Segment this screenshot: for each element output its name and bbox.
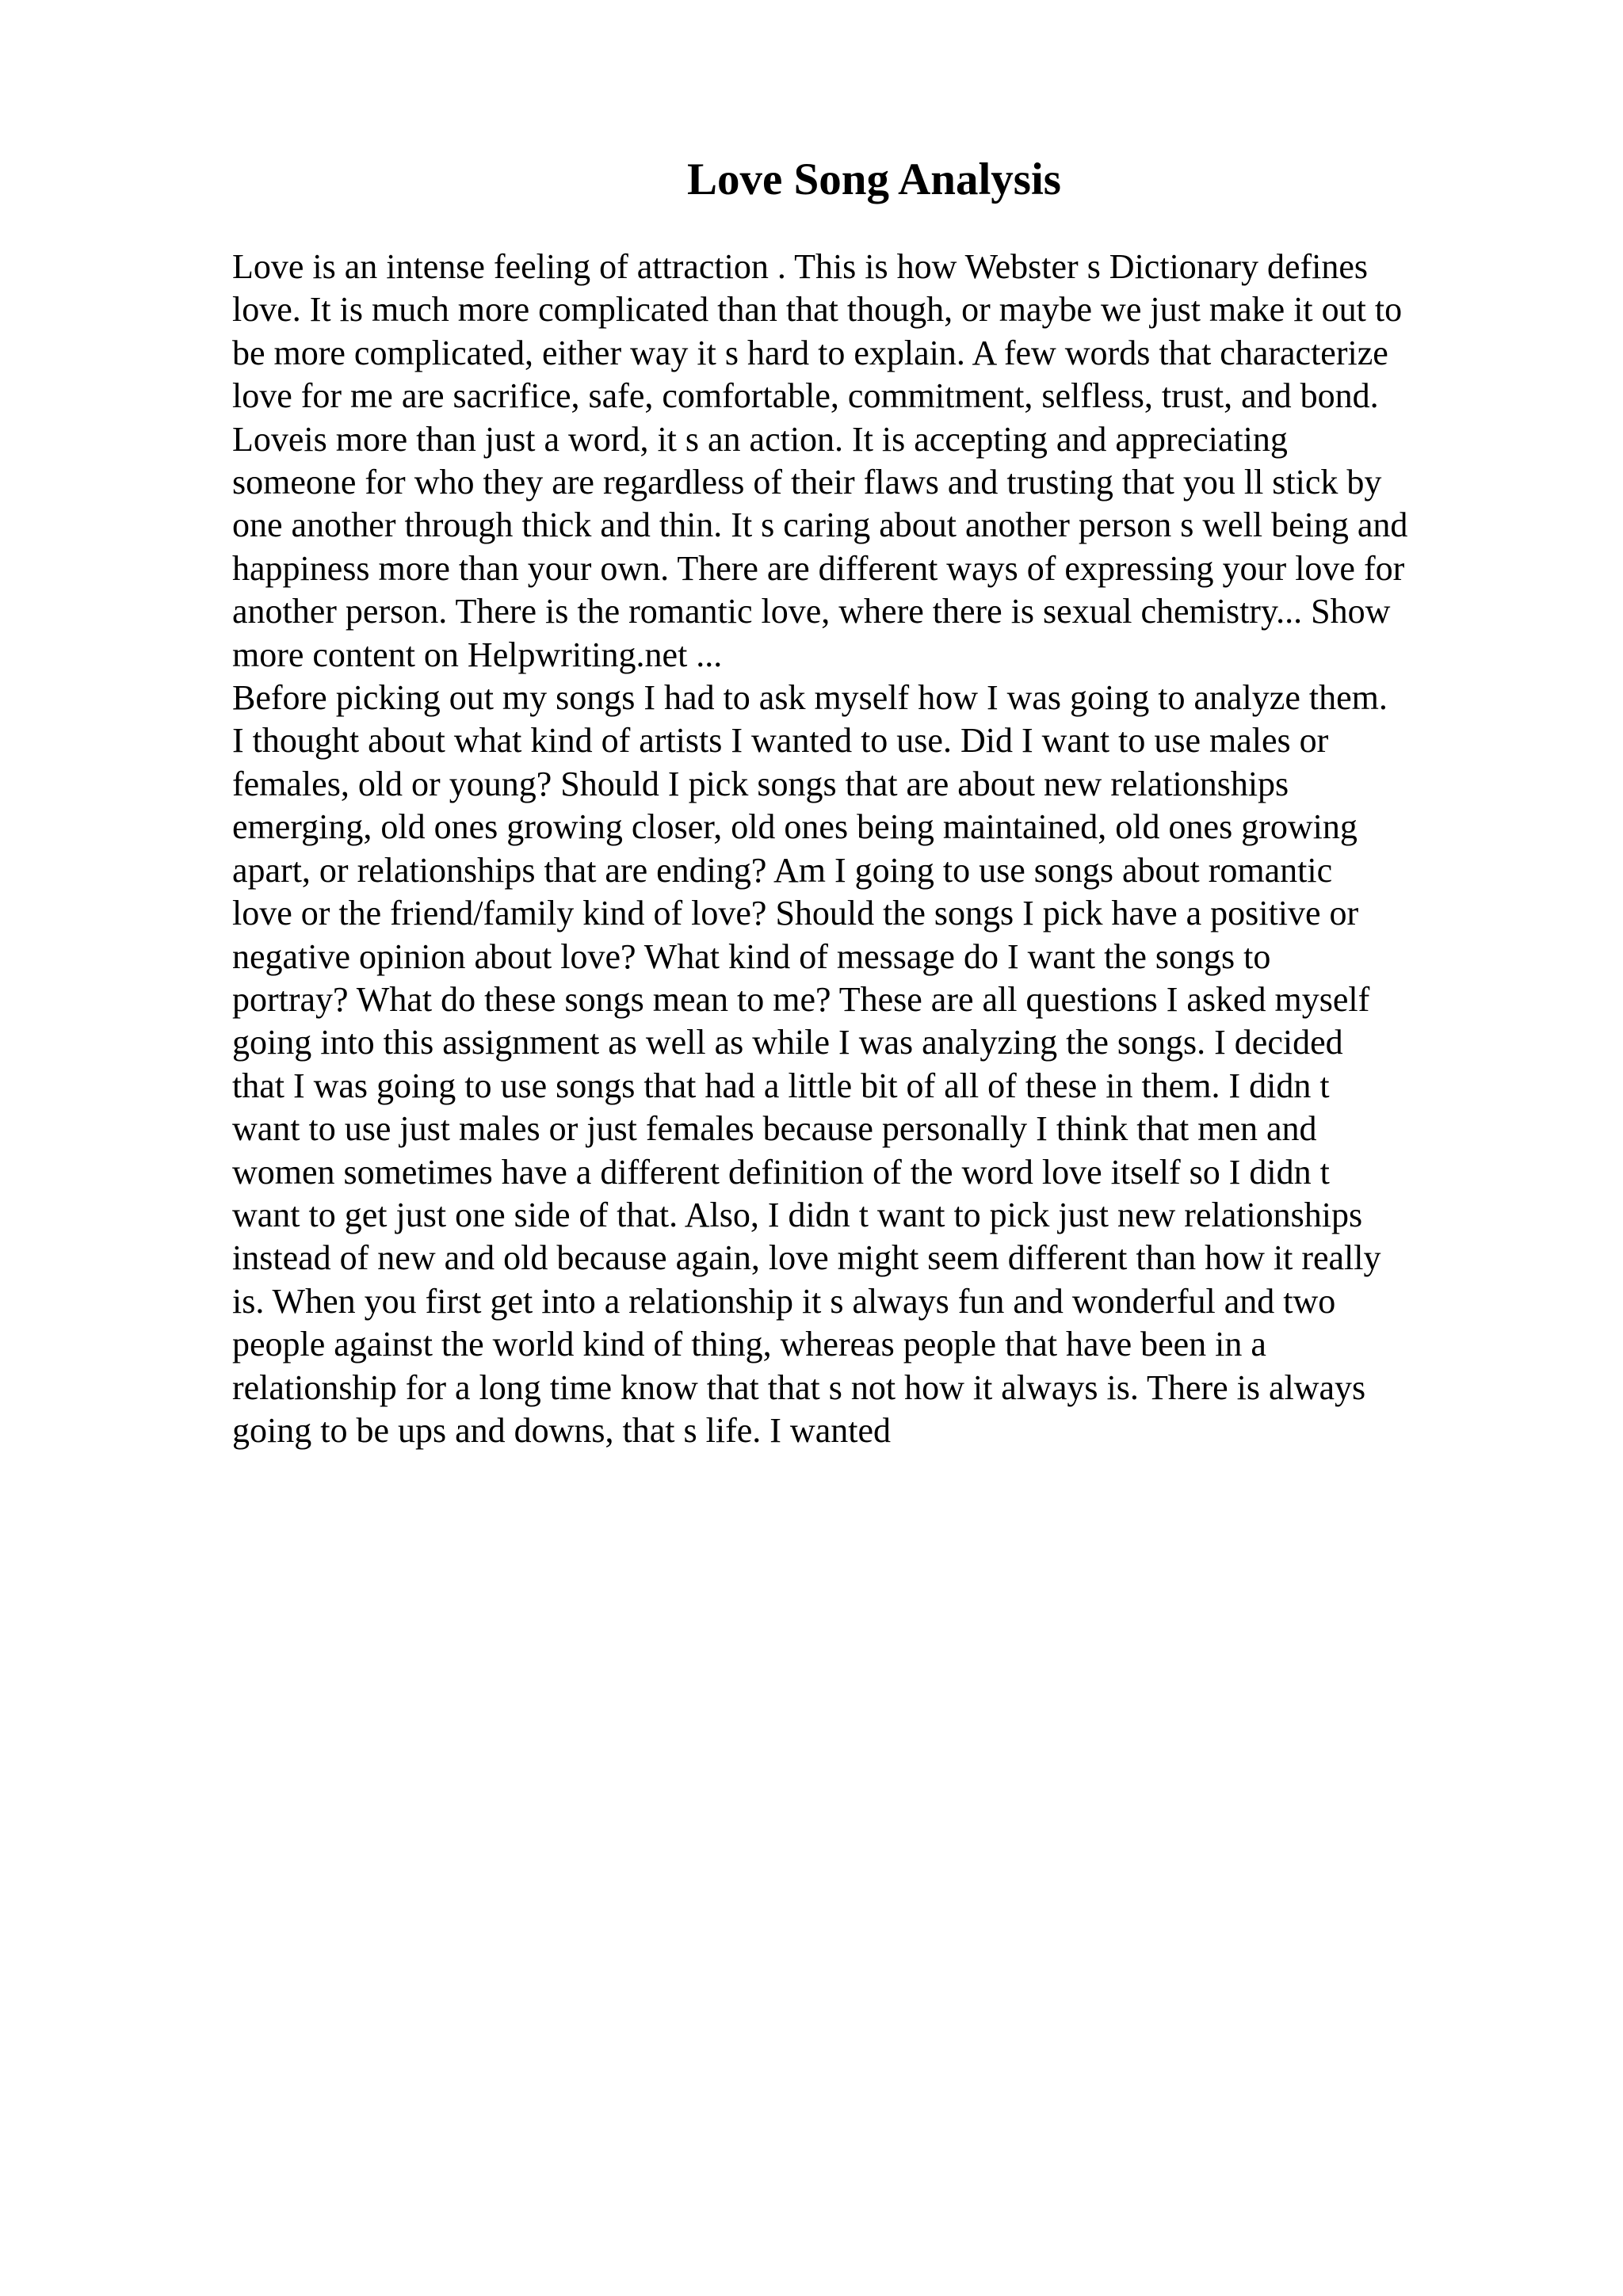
text-line: love or the friend/family kind of love? Should the songs I pick have a positive or bbox=[232, 894, 1359, 933]
text-line: Loveis more than just a word, it s an action. It is accepting and appreciating bbox=[232, 419, 1288, 459]
text-line: Before picking out my songs I had to ask myself how I was going to analyze them. bbox=[232, 678, 1388, 718]
text-line: more content on Helpwriting.net ... bbox=[232, 635, 723, 674]
text-line: women sometimes have a different definition of the word love itself so I didn t bbox=[232, 1152, 1330, 1192]
text-line: love for me are sacrifice, safe, comfortable, commitment, selfless, trust, and bond. bbox=[232, 376, 1379, 416]
text-line: negative opinion about love? What kind of message do I want the songs to bbox=[232, 936, 1271, 976]
text-line: happiness more than your own. There are different ways of expressing your love for bbox=[232, 548, 1405, 588]
text-line: people against the world kind of thing, whereas people that have been in a bbox=[232, 1325, 1266, 1364]
text-line: want to use just males or just females because personally I think that men and bbox=[232, 1109, 1317, 1149]
text-line: relationship for a long time know that that s not how it always is. There is always bbox=[232, 1367, 1366, 1407]
text-line: portray? What do these songs mean to me? These are all questions I asked myself bbox=[232, 979, 1370, 1019]
document-title: Love Song Analysis bbox=[687, 154, 1061, 204]
text-line: be more complicated, either way it s hard to explain. A few words that characterize bbox=[232, 333, 1388, 372]
text-line: that I was going to use songs that had a little bit of all of these in them. I didn t bbox=[232, 1066, 1330, 1105]
text-line: is. When you first get into a relationship it s always fun and wonderful and two bbox=[232, 1281, 1336, 1321]
text-line: another person. There is the romantic love, where there is sexual chemistry... Show bbox=[232, 592, 1391, 631]
text-line: going into this assignment as well as while I was analyzing the songs. I decided bbox=[232, 1023, 1343, 1062]
text-line: females, old or young? Should I pick songs that are about new relationships bbox=[232, 764, 1289, 803]
text-line: emerging, old ones growing closer, old ones being maintained, old ones growing bbox=[232, 807, 1358, 847]
text-line: one another through thick and thin. It s caring about another person s well being and bbox=[232, 505, 1408, 545]
text-line: I thought about what kind of artists I wanted to use. Did I want to use males or bbox=[232, 721, 1329, 761]
text-line: instead of new and old because again, love might seem different than how it really bbox=[232, 1238, 1381, 1278]
text-line: want to get just one side of that. Also, I didn t want to pick just new relationships bbox=[232, 1195, 1363, 1234]
text-line: someone for who they are regardless of their flaws and trusting that you ll stick by bbox=[232, 463, 1382, 502]
text-line: going to be ups and downs, that s life. I wanted bbox=[232, 1410, 891, 1450]
text-line: apart, or relationships that are ending? Am I going to use songs about romantic bbox=[232, 850, 1333, 890]
text-line: Love is an intense feeling of attraction . This is how Webster s Dictionary defines bbox=[232, 247, 1369, 286]
document-body bbox=[232, 246, 1516, 1452]
text-line: love. It is much more complicated than that though, or maybe we just make it out to bbox=[232, 290, 1403, 330]
